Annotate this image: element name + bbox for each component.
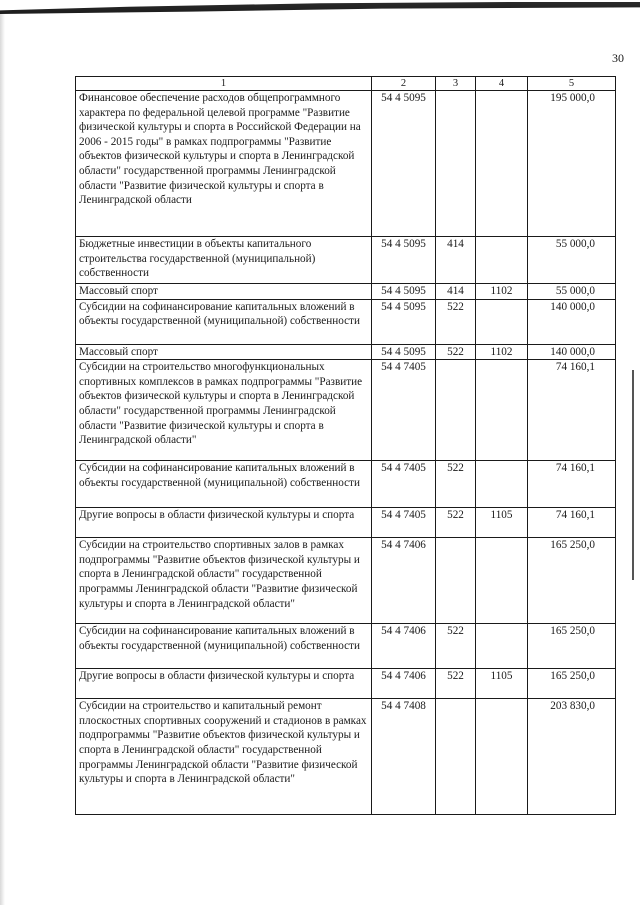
row-section xyxy=(476,237,528,284)
row-expense-type xyxy=(436,699,476,815)
scan-right-mark xyxy=(632,370,634,580)
table-row xyxy=(76,508,616,538)
header-col-2: 2 xyxy=(372,77,436,91)
table-row xyxy=(76,699,616,815)
row-section xyxy=(476,461,528,508)
row-section: 1102 xyxy=(476,284,528,300)
row-section xyxy=(476,699,528,815)
row-name: Субсидии на софинансирование капитальных вложений в объекты государственной (муниципальной) собственности xyxy=(76,299,372,344)
row-section xyxy=(476,360,528,461)
table-row xyxy=(76,538,616,624)
row-expense-type: 522 xyxy=(436,669,476,699)
row-amount: 140 000,0 xyxy=(528,344,616,360)
row-name: Субсидии на софинансирование капитальных вложений в объекты государственной (муниципальной) собственности xyxy=(76,624,372,669)
table-row xyxy=(76,299,616,344)
row-code: 54 4 5095 xyxy=(372,91,436,237)
row-amount: 140 000,0 xyxy=(528,299,616,344)
row-expense-type: 522 xyxy=(436,299,476,344)
header-col-5: 5 xyxy=(528,77,616,91)
row-name: Бюджетные инвестиции в объекты капитального строительства государственной (муниципальной) собственности xyxy=(76,237,372,284)
row-amount: 195 000,0 xyxy=(528,91,616,237)
row-name: Финансовое обеспечение расходов общепрограммного характера по федеральной целевой программе "Развитие физической культуры и спорта в Российской Федерации на 2006 - 2015 годы" в рамках подпрограммы "Развитие объектов физической культуры и спорта в Ленинградской области" государственной программы Ленинградской области "Развитие физической культуры и спорта в Ленинградской области xyxy=(76,91,372,237)
header-col-4: 4 xyxy=(476,77,528,91)
row-name: Массовый спорт xyxy=(76,344,372,360)
row-amount: 165 250,0 xyxy=(528,669,616,699)
row-expense-type: 522 xyxy=(436,508,476,538)
page-number: 30 xyxy=(612,51,624,65)
header-col-3: 3 xyxy=(436,77,476,91)
row-expense-type xyxy=(436,91,476,237)
row-section: 1102 xyxy=(476,344,528,360)
scan-left-edge xyxy=(0,14,5,905)
row-expense-type: 522 xyxy=(436,344,476,360)
header-col-1: 1 xyxy=(76,77,372,91)
row-expense-type: 522 xyxy=(436,624,476,669)
row-code: 54 4 7405 xyxy=(372,461,436,508)
row-amount: 74 160,1 xyxy=(528,360,616,461)
row-amount: 74 160,1 xyxy=(528,461,616,508)
table-row xyxy=(76,669,616,699)
table-row xyxy=(76,624,616,669)
row-code: 54 4 5095 xyxy=(372,237,436,284)
table-row xyxy=(76,461,616,508)
row-name: Субсидии на строительство спортивных залов в рамках подпрограммы "Развитие объектов физической культуры и спорта в Ленинградской области" государственной программы Ленинградской области "Развитие физической культуры и спорта в Ленинградской области" xyxy=(76,538,372,624)
row-expense-type xyxy=(436,360,476,461)
row-expense-type: 414 xyxy=(436,237,476,284)
row-code: 54 4 7406 xyxy=(372,624,436,669)
row-amount: 74 160,1 xyxy=(528,508,616,538)
row-name: Субсидии на строительство многофункциональных спортивных комплексов в рамках подпрограммы "Развитие объектов физической культуры и спорта в Ленинградской области" государственной программы Ленинградской области "Развитие физической культуры и спорта в Ленинградской области" xyxy=(76,360,372,461)
table-row xyxy=(76,91,616,237)
header-row xyxy=(76,77,616,91)
row-amount: 203 830,0 xyxy=(528,699,616,815)
row-amount: 165 250,0 xyxy=(528,624,616,669)
row-code: 54 4 5095 xyxy=(372,299,436,344)
row-name: Другие вопросы в области физической культуры и спорта xyxy=(76,508,372,538)
row-section: 1105 xyxy=(476,669,528,699)
table-row xyxy=(76,237,616,284)
row-section xyxy=(476,299,528,344)
row-code: 54 4 5095 xyxy=(372,344,436,360)
row-expense-type: 414 xyxy=(436,284,476,300)
row-code: 54 4 7408 xyxy=(372,699,436,815)
row-expense-type: 522 xyxy=(436,461,476,508)
row-name: Субсидии на софинансирование капитальных вложений в объекты государственной (муниципальной) собственности xyxy=(76,461,372,508)
row-amount: 55 000,0 xyxy=(528,284,616,300)
row-amount: 165 250,0 xyxy=(528,538,616,624)
row-expense-type xyxy=(436,538,476,624)
row-code: 54 4 7405 xyxy=(372,360,436,461)
row-code: 54 4 7406 xyxy=(372,538,436,624)
scan-top-edge xyxy=(0,2,640,14)
row-name: Субсидии на строительство и капитальный ремонт плоскостных спортивных сооружений и стадионов в рамках подпрограммы "Развитие объектов физической культуры и спорта в Ленинградской области" государственной программы Ленинградской области "Развитие физической культуры и спорта в Ленинградской области" xyxy=(76,699,372,815)
row-amount: 55 000,0 xyxy=(528,237,616,284)
row-code: 54 4 5095 xyxy=(372,284,436,300)
row-code: 54 4 7405 xyxy=(372,508,436,538)
row-section xyxy=(476,91,528,237)
budget-table xyxy=(75,76,616,815)
row-name: Массовый спорт xyxy=(76,284,372,300)
table-row xyxy=(76,360,616,461)
row-code: 54 4 7406 xyxy=(372,669,436,699)
row-section xyxy=(476,538,528,624)
table-row xyxy=(76,344,616,360)
row-section: 1105 xyxy=(476,508,528,538)
table-row xyxy=(76,284,616,300)
row-name: Другие вопросы в области физической культуры и спорта xyxy=(76,669,372,699)
row-section xyxy=(476,624,528,669)
